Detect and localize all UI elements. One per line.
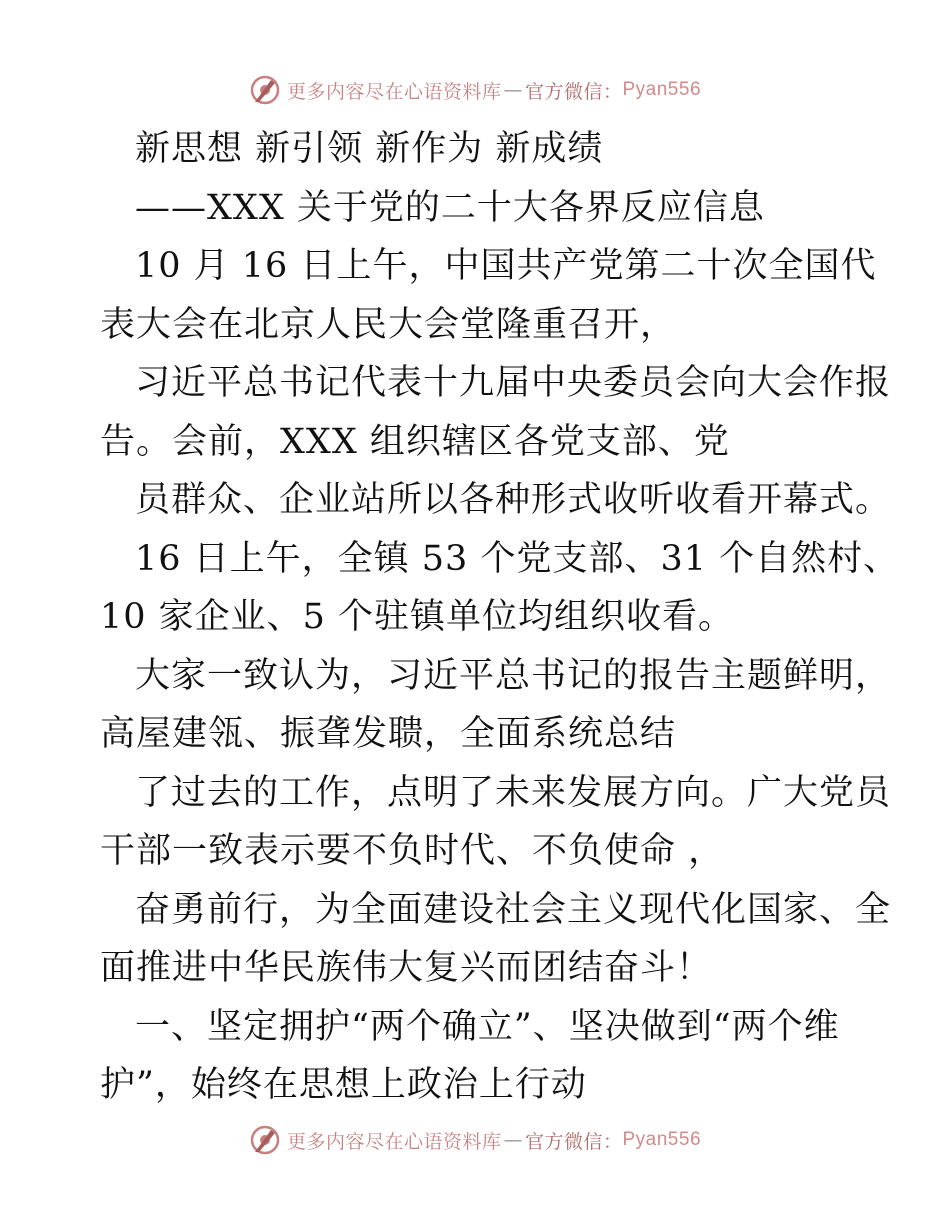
doc-line: 习近平总书记代表十九届中央委员会向大会作报 xyxy=(135,363,892,403)
doc-line: 护”，始终在思想上政治上行动 xyxy=(100,1065,587,1105)
document-body xyxy=(100,120,900,1115)
quill-logo-icon xyxy=(249,1124,281,1156)
doc-line: 16 日上午，全镇 53 个党支部、31 个自然村、 xyxy=(135,538,900,579)
header-watermark xyxy=(0,74,950,106)
footer-watermark xyxy=(0,1124,950,1156)
doc-line: 告。会前，XXX 组织辖区各党支部、党 xyxy=(100,421,730,462)
watermark-wechat-id: Pyan556 xyxy=(622,1129,702,1150)
doc-line: 面推进中华民族伟大复兴而团结奋斗！ xyxy=(100,948,713,988)
doc-line: 大家一致认为，习近平总书记的报告主题鲜明， xyxy=(135,655,892,696)
doc-line: ——XXX 关于党的二十大各界反应信息 xyxy=(135,187,765,228)
doc-line: 一、坚定拥护“两个确立”、坚决做到“两个维 xyxy=(135,1006,840,1047)
doc-line: 新思想 新引领 新作为 新成绩 xyxy=(135,129,604,169)
doc-line: 表大会在北京人民大会堂隆重召开， xyxy=(100,304,677,345)
doc-line: 10 家企业、5 个驻镇单位均组织收看。 xyxy=(100,597,735,637)
doc-line: 干部一致表示要不负时代、不负使命 ， xyxy=(100,831,725,871)
quill-logo-icon xyxy=(249,74,281,106)
doc-line: 高屋建瓴、振聋发聩，全面系统总结 xyxy=(100,714,677,754)
watermark-wechat-id: Pyan556 xyxy=(622,79,702,100)
doc-line: 奋勇前行，为全面建设社会主义现代化国家、全 xyxy=(135,889,892,930)
doc-line: 10 月 16 日上午，中国共产党第二十次全国代 xyxy=(135,246,877,286)
watermark-separator: — xyxy=(503,1129,523,1151)
doc-line: 了过去的工作，点明了未来发展方向。广大党员 xyxy=(135,772,892,813)
doc-line: 员群众、企业站所以各种形式收听收看开幕式。 xyxy=(135,480,892,520)
watermark-main-text: 更多内容尽在心语资料库 xyxy=(286,80,502,103)
watermark-wechat-label: 官方微信： xyxy=(524,80,623,103)
watermark-main-text: 更多内容尽在心语资料库 xyxy=(286,1130,502,1153)
watermark-wechat-label: 官方微信： xyxy=(524,1130,623,1153)
watermark-separator: — xyxy=(503,79,523,101)
